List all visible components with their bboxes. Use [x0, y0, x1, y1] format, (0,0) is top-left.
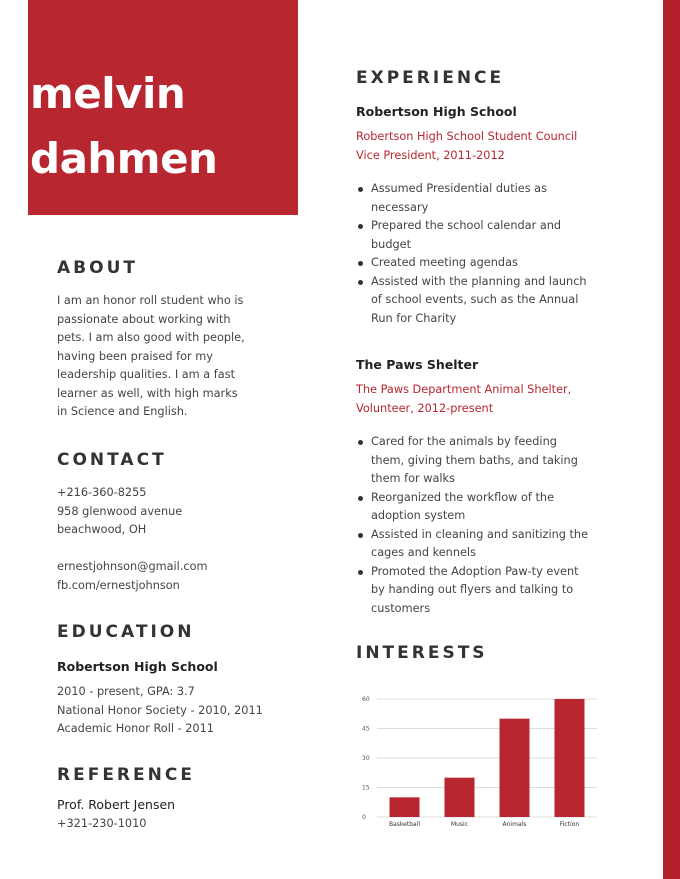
about-line: passionate about working with: [57, 312, 231, 326]
about-line: I am an honor roll student who is: [57, 294, 244, 307]
reference-heading: REFERENCE: [57, 765, 195, 785]
chart-y-tick-label: 60: [362, 696, 370, 703]
contact-phone: +216-360-8255: [57, 486, 147, 499]
contact-email: ernestjohnson@gmail.com: [57, 560, 208, 573]
contact-social: fb.com/ernestjohnson: [57, 578, 180, 592]
job-duties: [356, 180, 656, 328]
accent-stripe: [663, 0, 680, 879]
duty-line: budget: [371, 237, 412, 251]
duty-line: customers: [371, 601, 431, 615]
chart-y-tick-label: 30: [362, 755, 370, 762]
chart-y-tick-label: 15: [362, 784, 370, 792]
interests-heading: INTERESTS: [356, 643, 488, 663]
duty-item: [356, 217, 656, 254]
chart-bar: [555, 699, 585, 817]
duty-line: cages and kennels: [371, 546, 476, 559]
about-text: [57, 292, 287, 422]
contact-online: [57, 558, 287, 595]
duty-line: Assumed Presidential duties as: [371, 182, 547, 195]
job-role: [356, 381, 571, 418]
duty-item: [356, 526, 656, 563]
chart-bar: [500, 719, 530, 817]
chart-x-tick-label: Animals: [502, 821, 527, 828]
about-line: learner as well, with high marks: [57, 386, 238, 400]
job-role-line: Robertson High School Student Council: [356, 130, 578, 143]
duty-line: Run for Charity: [371, 311, 457, 325]
job-role-line: Vice President, 2011-2012: [356, 148, 505, 162]
duty-line: Reorganized the workflow of the: [371, 490, 555, 504]
contact-details: [57, 484, 287, 540]
job-role: [356, 128, 577, 165]
job-role-line: Volunteer, 2012-present: [356, 401, 494, 415]
duty-line: Created meeting agendas: [371, 256, 518, 269]
job-duties: [356, 433, 656, 618]
duty-item: [356, 433, 656, 489]
job-role-line: The Paws Department Animal Shelter,: [356, 383, 572, 396]
job-org: The Paws Shelter: [356, 357, 479, 372]
interests-chart-svg: [352, 690, 602, 835]
about-line: in Science and English.: [57, 405, 188, 418]
education-line: Academic Honor Roll - 2011: [57, 722, 214, 735]
about-heading: ABOUT: [57, 258, 138, 278]
chart-x-tick-label: Music: [450, 821, 469, 828]
about-line: pets. I am also good with people,: [57, 331, 245, 344]
duty-item: [356, 563, 656, 619]
duty-item: [356, 180, 656, 217]
interests-chart: [352, 690, 602, 835]
experience-heading: EXPERIENCE: [356, 68, 505, 88]
contact-heading: CONTACT: [57, 450, 167, 470]
duty-line: Assisted in cleaning and sanitizing the: [371, 527, 589, 541]
job-org: Robertson High School: [356, 104, 517, 119]
chart-y-tick-label: 0: [362, 814, 366, 821]
chart-y-tick-label: 45: [362, 725, 370, 733]
duty-line: adoption system: [371, 509, 466, 522]
education-school: Robertson High School: [57, 659, 218, 674]
duty-item: [356, 489, 656, 526]
reference-phone: +321-230-1010: [57, 817, 147, 830]
chart-bar: [390, 797, 420, 817]
duty-line: necessary: [371, 200, 429, 214]
reference-contact: [57, 815, 287, 834]
education-line: National Honor Society - 2010, 2011: [57, 703, 263, 717]
contact-street: 958 glenwood avenue: [57, 504, 183, 518]
duty-item: [356, 254, 656, 273]
duty-line: of school events, such as the Annual: [371, 293, 579, 306]
chart-x-tick-label: Basketball: [388, 821, 421, 828]
about-line: leadership qualities. I am a fast: [57, 368, 236, 381]
duty-line: by handing out flyers and talking to: [371, 583, 574, 596]
duty-line: Promoted the Adoption Paw-ty event: [371, 564, 579, 578]
education-heading: EDUCATION: [57, 622, 195, 642]
contact-city: beachwood, OH: [57, 523, 147, 536]
about-line: having been praised for my: [57, 349, 213, 363]
duty-item: [356, 273, 656, 329]
chart-x-tick-label: Fiction: [559, 821, 580, 828]
reference-name: Prof. Robert Jensen: [57, 797, 176, 812]
duty-line: them for walks: [371, 472, 455, 485]
last-name: dahmen: [30, 134, 218, 183]
education-line: 2010 - present, GPA: 3.7: [57, 685, 195, 698]
chart-bar: [445, 778, 475, 817]
duty-line: Cared for the animals by feeding: [371, 435, 557, 448]
duty-line: Prepared the school calendar and: [371, 219, 562, 232]
duty-line: them, giving them baths, and taking: [371, 453, 578, 467]
duty-line: Assisted with the planning and launch: [371, 274, 587, 288]
education-details: [57, 683, 287, 739]
first-name: melvin: [30, 69, 186, 118]
